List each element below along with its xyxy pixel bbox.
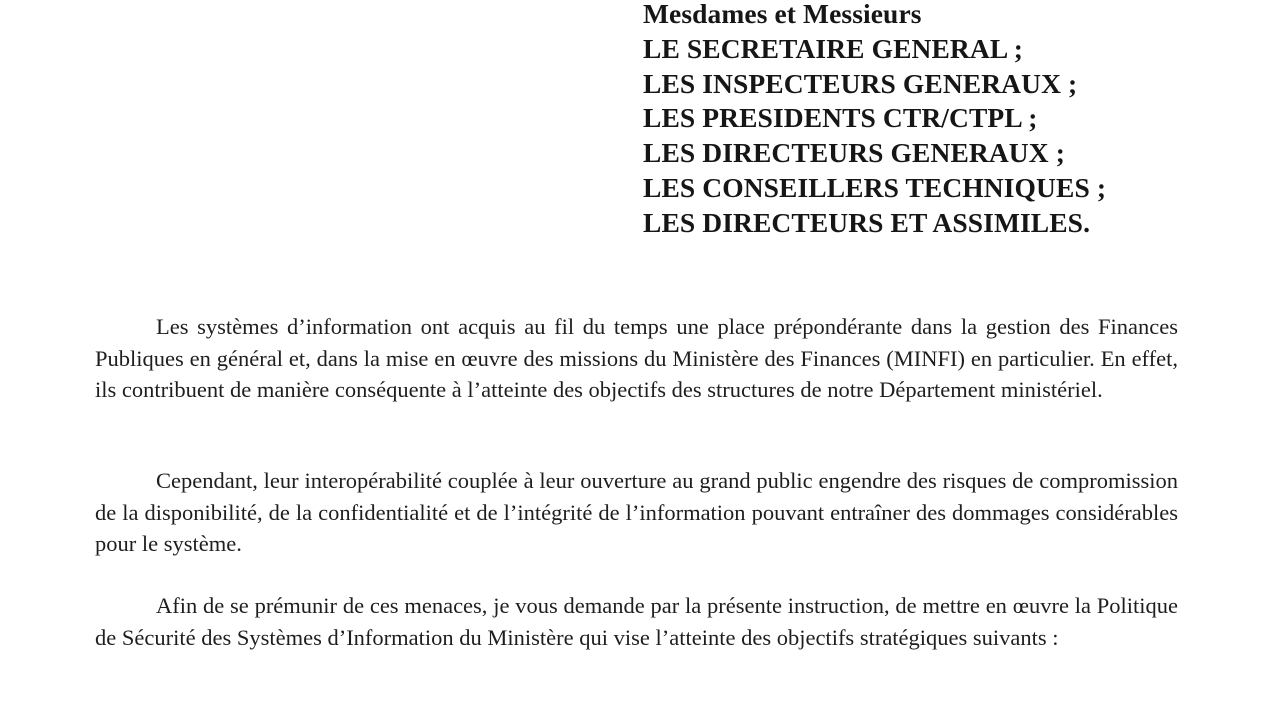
body-paragraph-risks: Cependant, leur interopérabilité couplée à leur ouverture au grand public engendre des risques de compromission de la disponibilité, de la confidentialité et de l’intégrité de l’information pouvant entraîner des dommages considérables pour le système. (95, 468, 1178, 556)
addressee-line: LE SECRETAIRE GENERAL ; (643, 32, 1024, 64)
addressee-line: LES INSPECTEURS GENERAUX ; (643, 67, 1078, 99)
addressee-line: LES CONSEILLERS TECHNIQUES ; (643, 171, 1107, 203)
addressee-line: LES DIRECTEURS ET ASSIMILES. (643, 206, 1091, 238)
addressee-block (643, 0, 1106, 241)
addressee-salutation: Mesdames et Messieurs (643, 0, 922, 29)
body-paragraph-intro: Les systèmes d’information ont acquis au fil du temps une place prépondérante dans la gestion des Finances Publiques en général et, dans la mise en œuvre des missions du Ministère des Finances (MINFI) en particulier. En effet, ils contribuent de manière conséquente à l’atteinte des objectifs des structures de notre Département ministériel. (95, 314, 1178, 402)
addressee-line: LES PRESIDENTS CTR/CTPL ; (643, 102, 1038, 134)
body-paragraph-instruction: Afin de se prémunir de ces menaces, je vous demande par la présente instruction, de mettre en œuvre la Politique de Sécurité des Systèmes d’Information du Ministère qui vise l’atteinte des objectifs stratégiques suivants : (95, 593, 1178, 650)
addressee-line: LES DIRECTEURS GENERAUX ; (643, 137, 1065, 169)
